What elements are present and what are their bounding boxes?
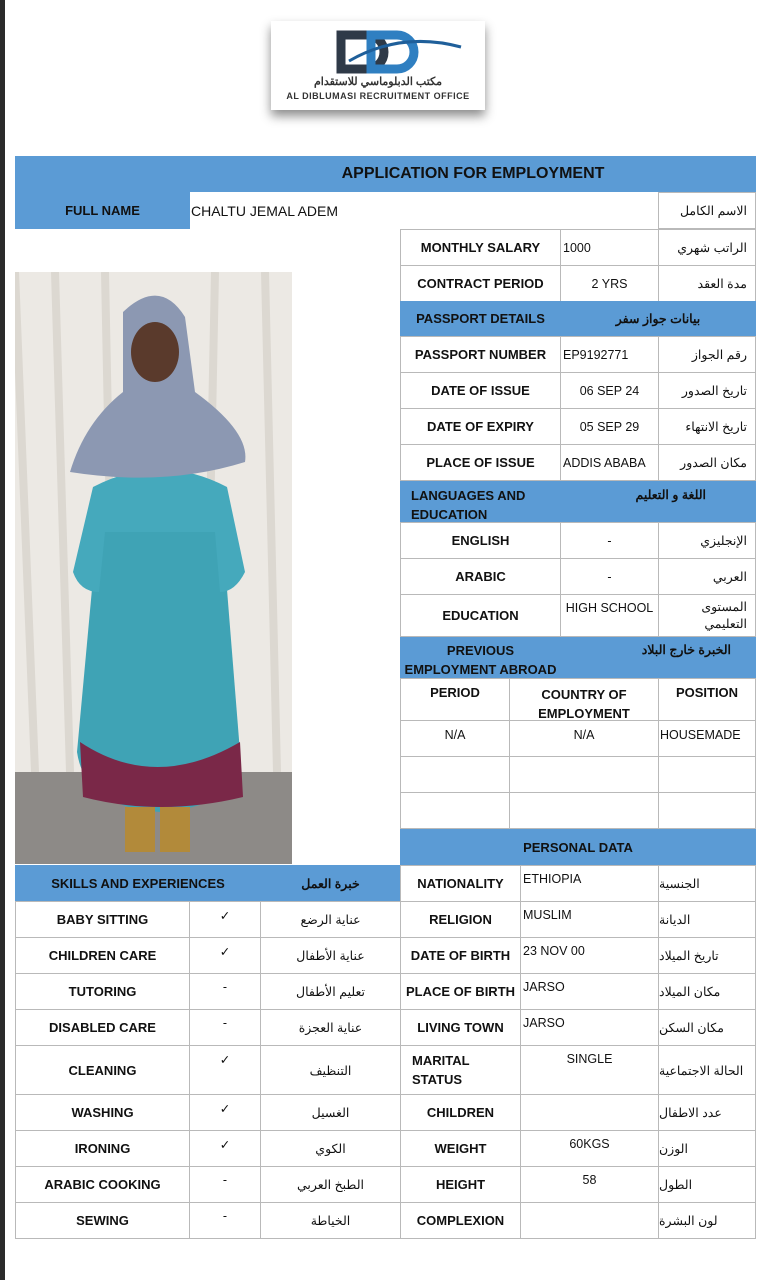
window-edge: [0, 0, 5, 1280]
monthly-salary-label: MONTHLY SALARY: [400, 229, 561, 266]
previous-empty-cell: [400, 792, 510, 829]
personal-row-value: [520, 1202, 659, 1239]
previous-empty-cell: [400, 756, 510, 793]
skill-row-mark: -: [189, 1009, 261, 1046]
skill-row-label-ar: التنظيف: [260, 1045, 401, 1095]
place-of-issue-label-ar: مكان الصدور: [658, 444, 756, 481]
skill-row-label-ar: عناية العجزة: [260, 1009, 401, 1046]
personal-row-label: RELIGION: [400, 901, 521, 938]
place-of-issue-label: PLACE OF ISSUE: [400, 444, 561, 481]
passport-number-label: PASSPORT NUMBER: [400, 336, 561, 373]
passport-header-ar: بيانات جواز سفر: [560, 301, 756, 336]
contract-period-value: 2 YRS: [560, 265, 659, 302]
personal-row-label-ar: مكان الميلاد: [658, 973, 756, 1010]
skills-header-ar: خبرة العمل: [260, 865, 401, 901]
full-name-text: CHALTU JEMAL ADEM: [191, 202, 339, 219]
skill-row-mark: ✓: [189, 1130, 261, 1167]
passport-number-value: EP9192771: [560, 336, 659, 373]
personal-row-value: [520, 1094, 659, 1131]
english-label-ar: الإنجليزي: [658, 522, 756, 559]
skill-row-label-ar: عناية الأطفال: [260, 937, 401, 974]
skills-header: SKILLS AND EXPERIENCES: [15, 865, 261, 901]
skill-row-label: BABY SITTING: [15, 901, 190, 938]
skill-row-label: WASHING: [15, 1094, 190, 1131]
date-of-expiry-value: 05 SEP 29: [560, 408, 659, 445]
title-bar: [15, 156, 756, 192]
previous-col-country: COUNTRY OF EMPLOYMENT: [509, 678, 659, 721]
contract-period-label: CONTRACT PERIOD: [400, 265, 561, 302]
personal-row-label: DATE OF BIRTH: [400, 937, 521, 974]
languages-header-ar: اللغة و التعليم: [560, 481, 756, 522]
skill-row-label-ar: عناية الرضع: [260, 901, 401, 938]
personal-row-value: SINGLE: [520, 1045, 659, 1095]
personal-row-label: LIVING TOWN: [400, 1009, 521, 1046]
education-label: EDUCATION: [400, 594, 561, 637]
personal-row-value: MUSLIM: [520, 901, 659, 938]
passport-header: PASSPORT DETAILS: [400, 301, 561, 336]
personal-row-label-ar: تاريخ الميلاد: [658, 937, 756, 974]
personal-row-value: 58: [520, 1166, 659, 1203]
skill-row-label: IRONING: [15, 1130, 190, 1167]
personal-row-label: PLACE OF BIRTH: [400, 973, 521, 1010]
company-logo: [271, 21, 485, 110]
previous-header-ar: الخبرة خارج البلاد: [560, 637, 756, 678]
previous-col-period: PERIOD: [400, 678, 510, 721]
skill-row-mark: ✓: [189, 937, 261, 974]
education-label-ar: المستوى التعليمي: [658, 594, 756, 637]
personal-row-label-ar: مكان السكن: [658, 1009, 756, 1046]
skill-row-mark: -: [189, 973, 261, 1010]
previous-col-position: POSITION: [658, 678, 756, 721]
skill-row-label: CHILDREN CARE: [15, 937, 190, 974]
skill-row-mark: -: [189, 1166, 261, 1203]
skill-row-label-ar: الطبخ العربي: [260, 1166, 401, 1203]
skill-row-label-ar: الخياطة: [260, 1202, 401, 1239]
skill-row-label: SEWING: [15, 1202, 190, 1239]
skill-row-label: CLEANING: [15, 1045, 190, 1095]
languages-header: LANGUAGES AND EDUCATION: [400, 481, 561, 522]
monthly-salary-label-ar: الراتب شهري: [658, 229, 756, 266]
personal-row-value: JARSO: [520, 1009, 659, 1046]
applicant-photo-image: [15, 272, 292, 864]
date-of-issue-label: DATE OF ISSUE: [400, 372, 561, 409]
personal-row-label-ar: الجنسية: [658, 865, 756, 902]
personal-row-label: HEIGHT: [400, 1166, 521, 1203]
personal-row-value: ETHIOPIA: [520, 865, 659, 902]
personal-row-label-ar: عدد الاطفال: [658, 1094, 756, 1131]
previous-empty-cell: [509, 756, 659, 793]
previous-row-position: HOUSEMADE: [658, 720, 756, 757]
date-of-expiry-label-ar: تاريخ الانتهاء: [658, 408, 756, 445]
personal-row-label-ar: الحالة الاجتماعية: [658, 1045, 756, 1095]
previous-row-period: N/A: [400, 720, 510, 757]
date-of-issue-label-ar: تاريخ الصدور: [658, 372, 756, 409]
personal-row-label: NATIONALITY: [400, 865, 521, 902]
full-name-label-ar: الاسم الكامل: [679, 204, 747, 218]
skill-row-mark: ✓: [189, 1094, 261, 1131]
skill-row-label-ar: الكوي: [260, 1130, 401, 1167]
arabic-value: -: [560, 558, 659, 595]
previous-empty-cell: [509, 792, 659, 829]
passport-number-label-ar: رقم الجواز: [658, 336, 756, 373]
skill-row-mark: ✓: [189, 1045, 261, 1095]
monthly-salary-value: 1000: [560, 229, 659, 266]
personal-row-label-ar: الطول: [658, 1166, 756, 1203]
previous-empty-cell: [658, 792, 756, 829]
skill-row-label: TUTORING: [15, 973, 190, 1010]
education-value: HIGH SCHOOL: [560, 594, 659, 637]
skill-row-label-ar: تعليم الأطفال: [260, 973, 401, 1010]
page-title: APPLICATION FOR EMPLOYMENT: [341, 165, 605, 182]
skill-row-mark: ✓: [189, 901, 261, 938]
english-value: -: [560, 522, 659, 559]
applicant-photo: [15, 272, 292, 864]
full-name-label: FULL NAME: [15, 192, 190, 229]
place-of-issue-value: ADDIS ABABA: [560, 444, 659, 481]
personal-row-label-ar: الوزن: [658, 1130, 756, 1167]
contract-period-label-ar: مدة العقد: [658, 265, 756, 302]
personal-row-label-ar: لون البشرة: [658, 1202, 756, 1239]
personal-row-value: 60KGS: [520, 1130, 659, 1167]
personal-row-label-ar: الديانة: [658, 901, 756, 938]
logo-arabic-name: مكتب الدبلوماسي للاستقدام: [313, 76, 443, 88]
personal-row-value: 23 NOV 00: [520, 937, 659, 974]
skill-row-label: ARABIC COOKING: [15, 1166, 190, 1203]
previous-empty-cell: [658, 756, 756, 793]
logo-english-name: AL DIBLUMASI RECRUITMENT OFFICE: [286, 91, 470, 101]
skill-row-mark: -: [189, 1202, 261, 1239]
arabic-label: ARABIC: [400, 558, 561, 595]
previous-header: PREVIOUS EMPLOYMENT ABROAD: [400, 637, 561, 678]
date-of-expiry-label: DATE OF EXPIRY: [400, 408, 561, 445]
personal-row-value: JARSO: [520, 973, 659, 1010]
skill-row-label: DISABLED CARE: [15, 1009, 190, 1046]
personal-header: PERSONAL DATA: [400, 829, 756, 865]
previous-row-country: N/A: [509, 720, 659, 757]
personal-row-label: WEIGHT: [400, 1130, 521, 1167]
personal-row-label: COMPLEXION: [400, 1202, 521, 1239]
date-of-issue-value: 06 SEP 24: [560, 372, 659, 409]
english-label: ENGLISH: [400, 522, 561, 559]
personal-row-label: MARITAL STATUS: [400, 1045, 521, 1095]
arabic-label-ar: العربي: [658, 558, 756, 595]
skill-row-label-ar: الغسيل: [260, 1094, 401, 1131]
personal-row-label: CHILDREN: [400, 1094, 521, 1131]
full-name-value: [190, 192, 659, 229]
